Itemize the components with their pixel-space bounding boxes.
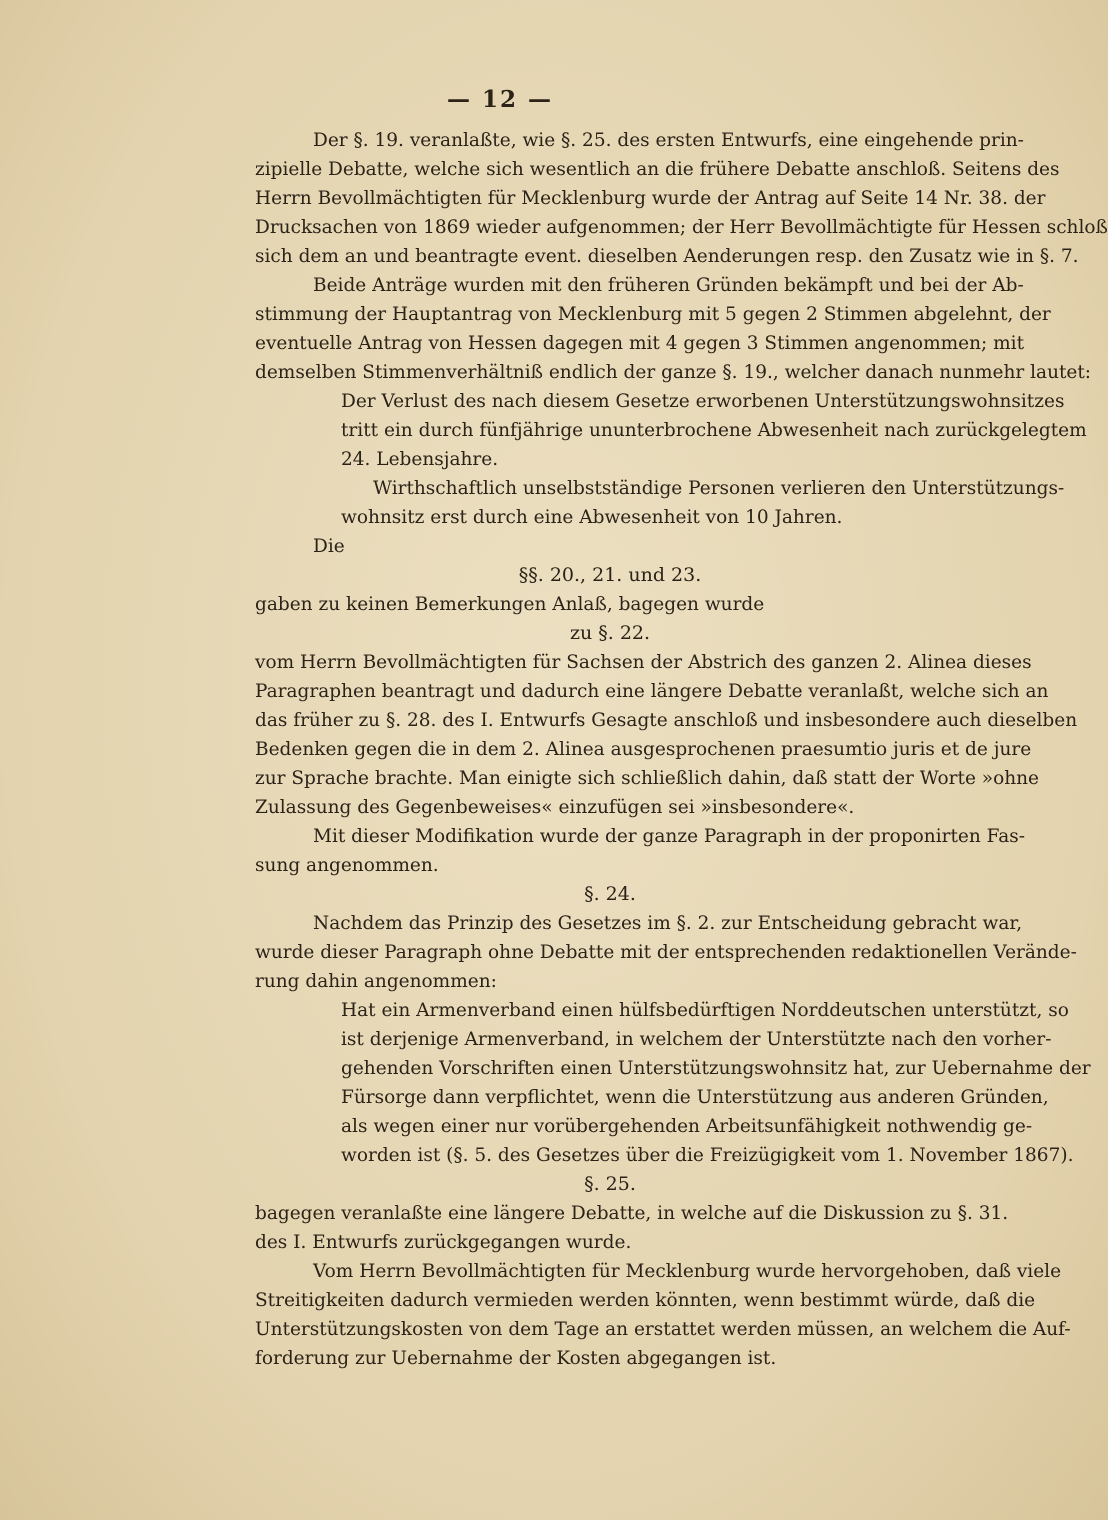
- section-heading: §. 25.: [584, 1173, 636, 1195]
- quote-line: ist derjenige Armenverband, in welchem der Unterstützte nach den vorher-: [341, 1029, 1052, 1050]
- text-line: zur Sprache brachte. Man einigte sich schließlich dahin, daß statt der Worte »ohne: [255, 768, 1040, 789]
- quote-line: Wirthschaftlich unselbstständige Personen verlieren den Unterstützungs-: [373, 478, 1065, 499]
- text-line: vom Herrn Bevollmächtigten für Sachsen der Abstrich des ganzen 2. Alinea dieses: [255, 652, 1032, 673]
- text-line: Streitigkeiten dadurch vermieden werden könnten, wenn bestimmt würde, daß die: [255, 1290, 1036, 1311]
- text-line: eventuelle Antrag von Hessen dagegen mit 4 gegen 3 Stimmen angenommen; mit: [255, 333, 1025, 354]
- text-line: Nachdem das Prinzip des Gesetzes im §. 2. zur Entscheidung gebracht war,: [313, 913, 1023, 934]
- quote-line: wohnsitz erst durch eine Abwesenheit von 10 Jahren.: [341, 507, 843, 528]
- quote-line: tritt ein durch fünfjährige ununterbrochene Abwesenheit nach zurückgelegtem: [341, 420, 1087, 441]
- text-line: Der §. 19. veranlaßte, wie §. 25. des ersten Entwurfs, eine eingehende prin-: [313, 130, 1024, 151]
- text-line: Die: [313, 536, 345, 557]
- section-heading: §. 24.: [584, 883, 636, 905]
- quote-line: Fürsorge dann verpflichtet, wenn die Unterstützung aus anderen Gründen,: [341, 1087, 1049, 1108]
- text-line: Herrn Bevollmächtigten für Mecklenburg wurde der Antrag auf Seite 14 Nr. 38. der: [255, 188, 1046, 209]
- text-line: sich dem an und beantragte event. dieselben Aenderungen resp. den Zusatz wie in §. 7.: [255, 246, 1079, 267]
- text-line: gaben zu keinen Bemerkungen Anlaß, bagegen wurde: [255, 594, 765, 615]
- quote-line: worden ist (§. 5. des Gesetzes über die Freizügigkeit vom 1. November 1867).: [341, 1145, 1074, 1166]
- text-line: Vom Herrn Bevollmächtigten für Mecklenburg wurde hervorgehoben, daß viele: [313, 1261, 1062, 1282]
- text-line: Unterstützungskosten von dem Tage an erstattet werden müssen, an welchem die Auf-: [255, 1319, 1071, 1340]
- text-line: demselben Stimmenverhältniß endlich der ganze §. 19., welcher danach nunmehr lautet:: [255, 362, 1092, 383]
- text-line: stimmung der Hauptantrag von Mecklenburg mit 5 gegen 2 Stimmen abgelehnt, der: [255, 304, 1051, 325]
- text-line: das früher zu §. 28. des I. Entwurfs Gesagte anschloß und insbesondere auch dieselben: [255, 710, 1078, 731]
- text-line: Zulassung des Gegenbeweises« einzufügen sei »insbesondere«.: [255, 797, 855, 818]
- text-line: zipielle Debatte, welche sich wesentlich an die frühere Debatte anschloß. Seitens des: [255, 159, 1060, 180]
- text-line: Drucksachen von 1869 wieder aufgenommen; der Herr Bevollmächtigte für Hessen schloß: [255, 217, 1108, 238]
- text-line: rung dahin angenommen:: [255, 971, 497, 992]
- text-line: wurde dieser Paragraph ohne Debatte mit der entsprechenden redaktionellen Verände-: [255, 942, 1077, 963]
- text-line: des I. Entwurfs zurückgegangen wurde.: [255, 1232, 632, 1253]
- text-line: Bedenken gegen die in dem 2. Alinea ausgesprochenen praesumtio juris et de jure: [255, 739, 1032, 760]
- page-number: — 12 —: [446, 86, 554, 113]
- quote-line: gehenden Vorschriften einen Unterstützungswohnsitz hat, zur Uebernahme der: [341, 1058, 1091, 1079]
- text-line: forderung zur Uebernahme der Kosten abgegangen ist.: [255, 1348, 777, 1369]
- section-heading: zu §. 22.: [569, 622, 651, 644]
- body-text: [255, 126, 1108, 1373]
- text-line: sung angenommen.: [255, 855, 439, 876]
- quote-line: als wegen einer nur vorübergehenden Arbeitsunfähigkeit nothwendig ge-: [341, 1116, 1033, 1137]
- section-heading: §§. 20., 21. und 23.: [518, 564, 702, 586]
- quote-line: Der Verlust des nach diesem Gesetze erworbenen Unterstützungswohnsitzes: [341, 391, 1065, 412]
- quote-line: Hat ein Armenverband einen hülfsbedürftigen Norddeutschen unterstützt, so: [341, 1000, 1069, 1021]
- quote-line: 24. Lebensjahre.: [341, 449, 499, 470]
- text-line: Mit dieser Modifikation wurde der ganze Paragraph in der proponirten Fas-: [313, 826, 1026, 847]
- text-line: Beide Anträge wurden mit den früheren Gründen bekämpft und bei der Ab-: [313, 275, 1024, 296]
- text-line: bagegen veranlaßte eine längere Debatte, in welche auf die Diskussion zu §. 31.: [255, 1203, 1009, 1224]
- text-line: Paragraphen beantragt und dadurch eine längere Debatte veranlaßt, welche sich an: [255, 681, 1049, 702]
